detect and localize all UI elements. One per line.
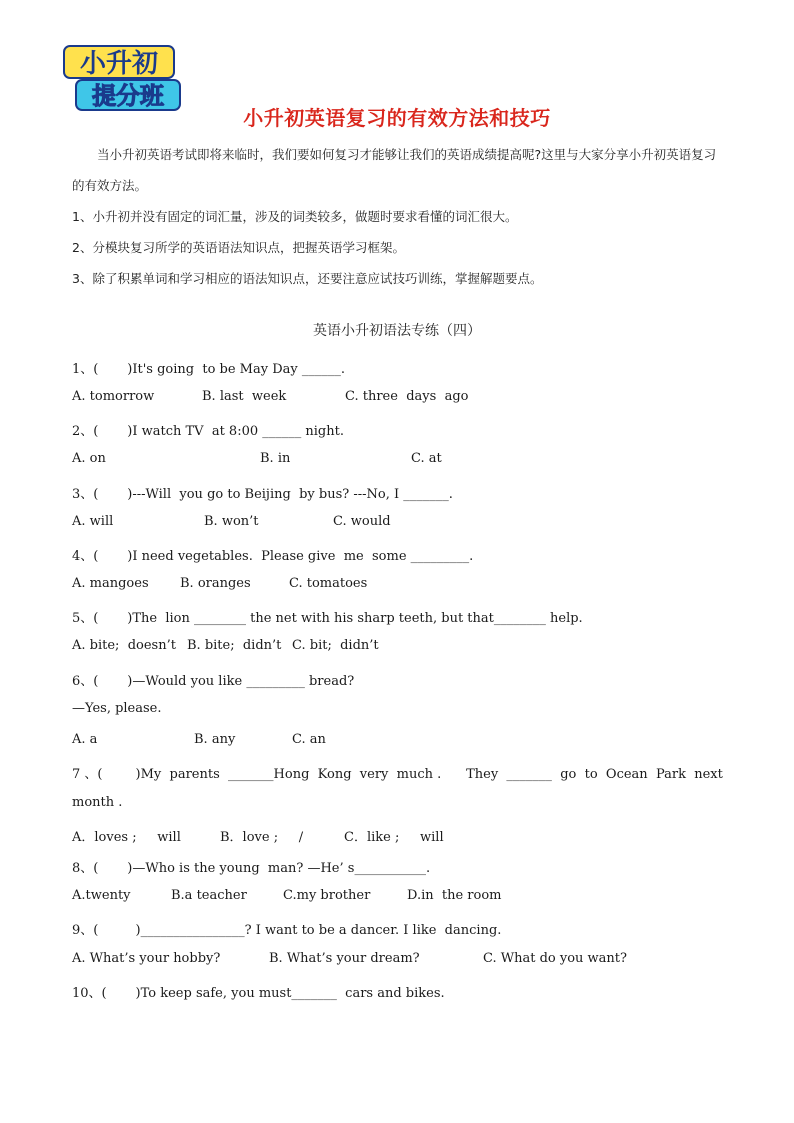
option-a: A. mangoes [72, 576, 149, 591]
option-b: B. bite; didn’t [187, 638, 282, 653]
question-stem: 7 、( )My parents _______Hong Kong very much . They _______ go to Ocean Park next [72, 767, 723, 782]
question-stem: 1、( )It's going to be May Day ______. [72, 362, 345, 377]
option-a: A. on [72, 451, 106, 466]
option-a: A. will [72, 514, 114, 529]
option-c: C. at [411, 451, 442, 466]
option-b: B. in [260, 451, 291, 466]
option-b: B. last week [202, 389, 287, 404]
option-a: A. bite; doesn’t [72, 638, 176, 653]
question-stem: 4、( )I need vegetables. Please give me some _________. [72, 549, 474, 564]
question-stem: 8、( )—Who is the young man? —He’ s___________. [72, 861, 431, 876]
logo-text-line2: 提分班 [92, 82, 164, 110]
option-b: B．love ; / [220, 830, 304, 845]
option-c: C．like ; will [344, 830, 444, 845]
option-a: A. tomorrow [72, 389, 155, 404]
option-a: A.twenty [72, 888, 131, 903]
answer-line: —Yes, please. [72, 701, 162, 716]
logo-text-line1: 小升初 [79, 49, 159, 79]
option-b: B.a teacher [171, 888, 247, 903]
option-c: C. an [292, 732, 326, 747]
question-stem: 10、( )To keep safe, you must_______ cars and bikes. [72, 986, 445, 1001]
option-c: C.my brother [283, 888, 371, 903]
intro-point: 2、分模块复习所学的英语语法知识点，把握英语学习框架。 [72, 240, 405, 255]
question-stem: 5、( )The lion ________ the net with his sharp teeth, but that________ help. [72, 611, 583, 626]
option-c: C. bit; didn’t [292, 638, 379, 653]
question-stem: 9、( )________________? I want to be a dancer. I like dancing. [72, 923, 502, 938]
intro-point: 3、除了积累单词和学习相应的语法知识点，还要注意应试技巧训练，掌握解题要点。 [72, 271, 543, 286]
intro-point: 1、小升初并没有固定的词汇量，涉及的词类较多，做题时要求看懂的词汇很大。 [72, 209, 518, 224]
option-a: A．loves ; will [72, 830, 181, 845]
question-stem-continued: month . [72, 795, 123, 810]
intro-section [72, 139, 722, 294]
option-c: C. three days ago [345, 389, 469, 404]
option-a: A. a [72, 732, 98, 747]
option-c: C. would [333, 514, 391, 529]
option-a: A. What’s your hobby? [72, 951, 221, 966]
option-b: B. won’t [204, 514, 259, 529]
option-b: B. any [194, 732, 236, 747]
intro-paragraph: 当小升初英语考试即将来临时，我们要如何复习才能够让我们的英语成绩提高呢?这里与大家分享小升初英语复习的有效方法。 [72, 147, 717, 193]
option-c: C. tomatoes [289, 576, 368, 591]
question-stem: 6、( )—Would you like _________ bread? [72, 674, 355, 689]
page-title: 小升初英语复习的有效方法和技巧 [243, 106, 551, 130]
question-stem: 3、( )---Will you go to Beijing by bus? ---No, I _______. [72, 487, 453, 502]
question-stem: 2、( )I watch TV at 8:00 ______ night. [72, 424, 344, 439]
option-d: D.in the room [407, 888, 502, 903]
option-b: B. What’s your dream? [269, 951, 420, 966]
option-c: C. What do you want? [483, 951, 627, 966]
exercise-title: 英语小升初语法专练（四） [313, 323, 481, 339]
option-b: B. oranges [180, 576, 251, 591]
